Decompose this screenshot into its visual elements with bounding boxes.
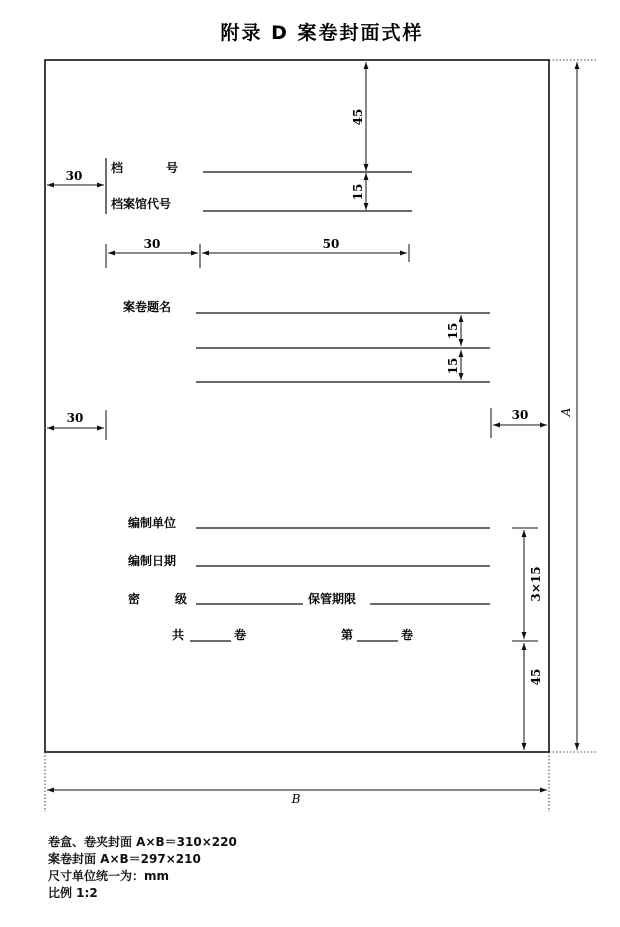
- dang-hao-label-1: 档: [111, 161, 124, 175]
- bottom-margin-value: 45: [529, 668, 543, 686]
- compile-date-label: 编制日期: [128, 554, 177, 568]
- archive-code-label: 档案馆代号: [111, 197, 172, 211]
- case-title-label: 案卷题名: [123, 300, 172, 314]
- field-width-value: 50: [322, 237, 340, 251]
- right-margin-value: 30: [511, 408, 529, 422]
- title-gap-value-2: 15: [446, 357, 460, 375]
- secret-label-1: 密: [128, 592, 141, 606]
- index-label-2: 卷: [401, 628, 414, 642]
- extension-lines: [45, 60, 598, 812]
- total-label-1: 共: [172, 628, 185, 642]
- label-width-value: 30: [143, 237, 161, 251]
- total-label-2: 卷: [234, 628, 247, 642]
- field-gap-value: 15: [351, 183, 365, 201]
- compiler-label: 编制单位: [128, 516, 177, 530]
- left-margin-value: 30: [66, 411, 84, 425]
- retention-label: 保管期限: [308, 592, 357, 606]
- index-label-1: 第: [341, 628, 354, 642]
- secret-label-2: 级: [175, 592, 188, 606]
- note-line: 尺寸单位统一为：mm: [48, 869, 170, 883]
- title-gap-value-1: 15: [446, 322, 460, 340]
- width-symbol: B: [291, 792, 301, 806]
- note-line: 卷盒、卷夹封面 A×B＝310×220: [48, 835, 237, 849]
- top-margin-value: 45: [351, 108, 365, 126]
- notes: [48, 834, 237, 902]
- note-line: 比例 1:2: [48, 886, 98, 900]
- page-title: 附录 D 案卷封面式样: [220, 22, 424, 44]
- left-margin-top-value: 30: [65, 169, 83, 183]
- dang-hao-label-2: 号: [166, 161, 179, 175]
- height-symbol: A: [559, 407, 573, 417]
- bottom-block-value: 3×15: [529, 566, 543, 602]
- note-line: 案卷封面 A×B＝297×210: [48, 852, 201, 866]
